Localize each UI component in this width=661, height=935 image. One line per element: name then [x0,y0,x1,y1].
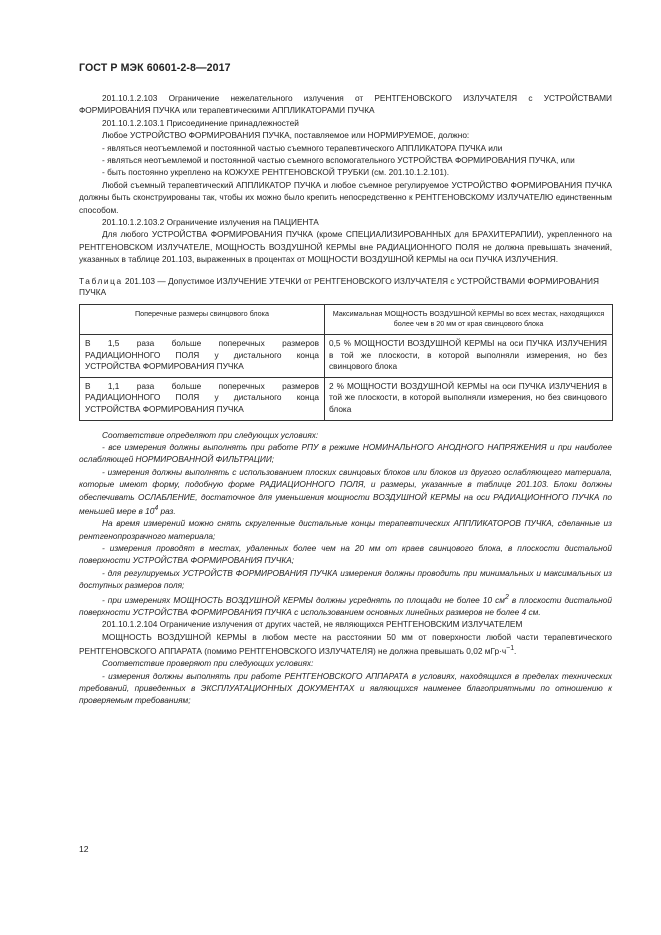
table-caption-text: 201.103 — Допустимое ИЗЛУЧЕНИЕ УТЕЧКИ от РЕНТГЕНОВСКОГО ИЗЛУЧАТЕЛЯ с УСТРОЙСТВАМИ ФОРМИРОВАНИЯ ПУЧКА [79,275,599,298]
paragraph: Для любого УСТРОЙСТВА ФОРМИРОВАНИЯ ПУЧКА (кроме СПЕЦИАЛИЗИРОВАННЫХ для БРАХИТЕРАПИИ), укрепленного на РЕНТГЕНОВСКОМ ИЗЛУЧАТЕЛЕ, МОЩНОСТЬ ВОЗДУШНОЙ КЕРМЫ вне РАДИАЦИОННОГО ПОЛЯ не должна превышать значений, указанных в таблице 201.103, выраженных в процентах от МОЩНОСТИ ВОЗДУШНОЙ КЕРМЫ на оси ПУЧКА ИЗЛУЧЕНИЯ. [79,229,612,265]
table-row [80,335,613,378]
section-heading-103-2: 201.10.1.2.103.2 Ограничение излучения на ПАЦИЕНТА [102,217,319,228]
compliance-intro: Соответствие проверяют при следующих условиях: [102,658,314,669]
table-caption [79,276,612,299]
table-header-cell: Поперечные размеры свинцового блока [80,304,325,334]
section-heading-103: 201.10.1.2.103 Ограничение нежелательного излучения от РЕНТГЕНОВСКОГО ИЗЛУЧАТЕЛЯ с УСТРОЙСТВАМИ ФОРМИРОВАНИЯ ПУЧКА или терапевтическими АППЛИКАТОРАМИ ПУЧКА [79,93,612,116]
compliance-item: - для регулируемых УСТРОЙСТВ ФОРМИРОВАНИЯ ПУЧКА измерения должны проводить при минимальных и максимальных из доступных размеров поля; [79,567,612,591]
compliance-item: - измерения проводят в местах, удаленных более чем на 20 мм от краев свинцового блока, в плоскости дистальной поверхности УСТРОЙСТВА ФОРМИРОВАНИЯ ПУЧКА; [79,543,612,566]
list-item: - быть постоянно укреплено на КОЖУХЕ РЕНТГЕНОВСКОЙ ТРУБКИ (см. 201.10.1.2.101). [102,167,450,178]
table-cell: В 1,5 раза больше поперечных размеров РАДИАЦИОННОГО ПОЛЯ у дистального конца УСТРОЙСТВА ФОРМИРОВАНИЯ ПУЧКА [80,335,325,378]
table-cell: 2 % МОЩНОСТИ ВОЗДУШНОЙ КЕРМЫ на оси ПУЧКА ИЗЛУЧЕНИЯ в той же плоскости, в которой выполняли измерения, но без свинцового блока [325,377,613,420]
table-cell: В 1,1 раза больше поперечных размеров РАДИАЦИОННОГО ПОЛЯ у дистального конца УСТРОЙСТВА ФОРМИРОВАНИЯ ПУЧКА [80,377,325,420]
compliance-intro: Соответствие определяют при следующих условиях: [102,429,319,440]
paragraph: Любое УСТРОЙСТВО ФОРМИРОВАНИЯ ПУЧКА, поставляемое или НОРМИРУЕМОЕ, должно: [102,130,470,141]
compliance-item: - все измерения должны выполнять при работе РПУ в режиме НОМИНАЛЬНОГО АНОДНОГО НАПРЯЖЕНИЯ и при наиболее ослабляющей НОРМИРОВАННОЙ ФИЛЬТРАЦИИ; [79,442,612,465]
table-caption-label: Таблица [79,275,123,286]
table-row [80,377,613,420]
page-number: 12 [79,844,89,854]
paragraph: Любой съемный терапевтический АППЛИКАТОР ПУЧКА и любое съемное регулируемое УСТРОЙСТВО ФОРМИРОВАНИЯ ПУЧКА должны быть сконструированы так, чтобы их можно было крепить непосредственно к РЕНТГЕНОВСКОМУ ИЗЛУЧАТЕЛЮ единственным способом. [79,179,612,215]
compliance-item: - измерения должны выполнять с использованием плоских свинцовых блоков или блоков из другого ослабляющего материала, которые имеют форму, подобную форме РАДИАЦИОННОГО ПОЛЯ, и размеры, указанные в таблице 201.103. Блоки должны обеспечивать ОСЛАБЛЕНИЕ, достаточное для уменьшения мощности ВОЗДУШНОЙ КЕРМЫ на оси РАДИАЦИОННОГО ПУЧКА по меньшей мере в $10^4$ раз. [79,466,612,516]
page-content [79,92,612,707]
compliance-item: На время измерений можно снять скругленные дистальные концы терапевтических АППЛИКАТОРОВ ПУЧКА, сделанные из рентгенопрозрачного материала; [79,518,612,541]
paragraph: МОЩНОСТЬ ВОЗДУШНОЙ КЕРМЫ в любом месте на расстоянии 50 мм от поверхности любой части терапевтического РЕНТГЕНОВСКОГО АППАРАТА (помимо РЕНТГЕНОВСКОГО ИЗЛУЧАТЕЛЯ) не должна превышать 0,02 $мГр\cdot ч^{-1}$. [79,631,612,656]
list-item: - являться неотъемлемой и постоянной частью съемного терапевтического АППЛИКАТОРА ПУЧКА или [102,142,503,153]
compliance-item: - измерения должны выполнять при работе РЕНТГЕНОВСКОГО АППАРАТА в условиях, находящихся в пределах технических требований, приведенных в ЭКСПЛУАТАЦИОННЫХ ДОКУМЕНТАХ и являющихся наименее благоприятными по отношению к проверяемым требованиям; [79,670,612,706]
list-item: - являться неотъемлемой и постоянной частью съемного вспомогательного УСТРОЙСТВА ФОРМИРОВАНИЯ ПУЧКА, или [102,155,575,166]
table-header-cell: Максимальная МОЩНОСТЬ ВОЗДУШНОЙ КЕРМЫ во всех местах, находящихся более чем в 20 мм от края свинцового блока [325,304,613,334]
table-cell: 0,5 % МОЩНОСТИ ВОЗДУШНОЙ КЕРМЫ на оси ПУЧКА ИЗЛУЧЕНИЯ в той же плоскости, в которой выполняли измерения, но без свинцового блока [325,335,613,378]
compliance-item: - при измерениях МОЩНОСТЬ ВОЗДУШНОЙ КЕРМЫ должны усреднять по площади не более 10 $см^2$ в плоскости дистальной поверхности УСТРОЙСТВА ФОРМИРОВАНИЯ ПУЧКА с использованием основных линейных размеров не более 4 см. [79,593,612,617]
table-header-row [80,304,613,334]
section-heading-103-1: 201.10.1.2.103.1 Присоединение принадлежностей [102,117,299,128]
document-header: ГОСТ Р МЭК 60601-2-8—2017 [79,62,231,74]
limits-table [79,304,613,421]
section-heading-104: 201.10.1.2.104 Ограничение излучения от других частей, не являющихся РЕНТГЕНОВСКИМ ИЗЛУЧАТЕЛЕМ [102,619,523,630]
